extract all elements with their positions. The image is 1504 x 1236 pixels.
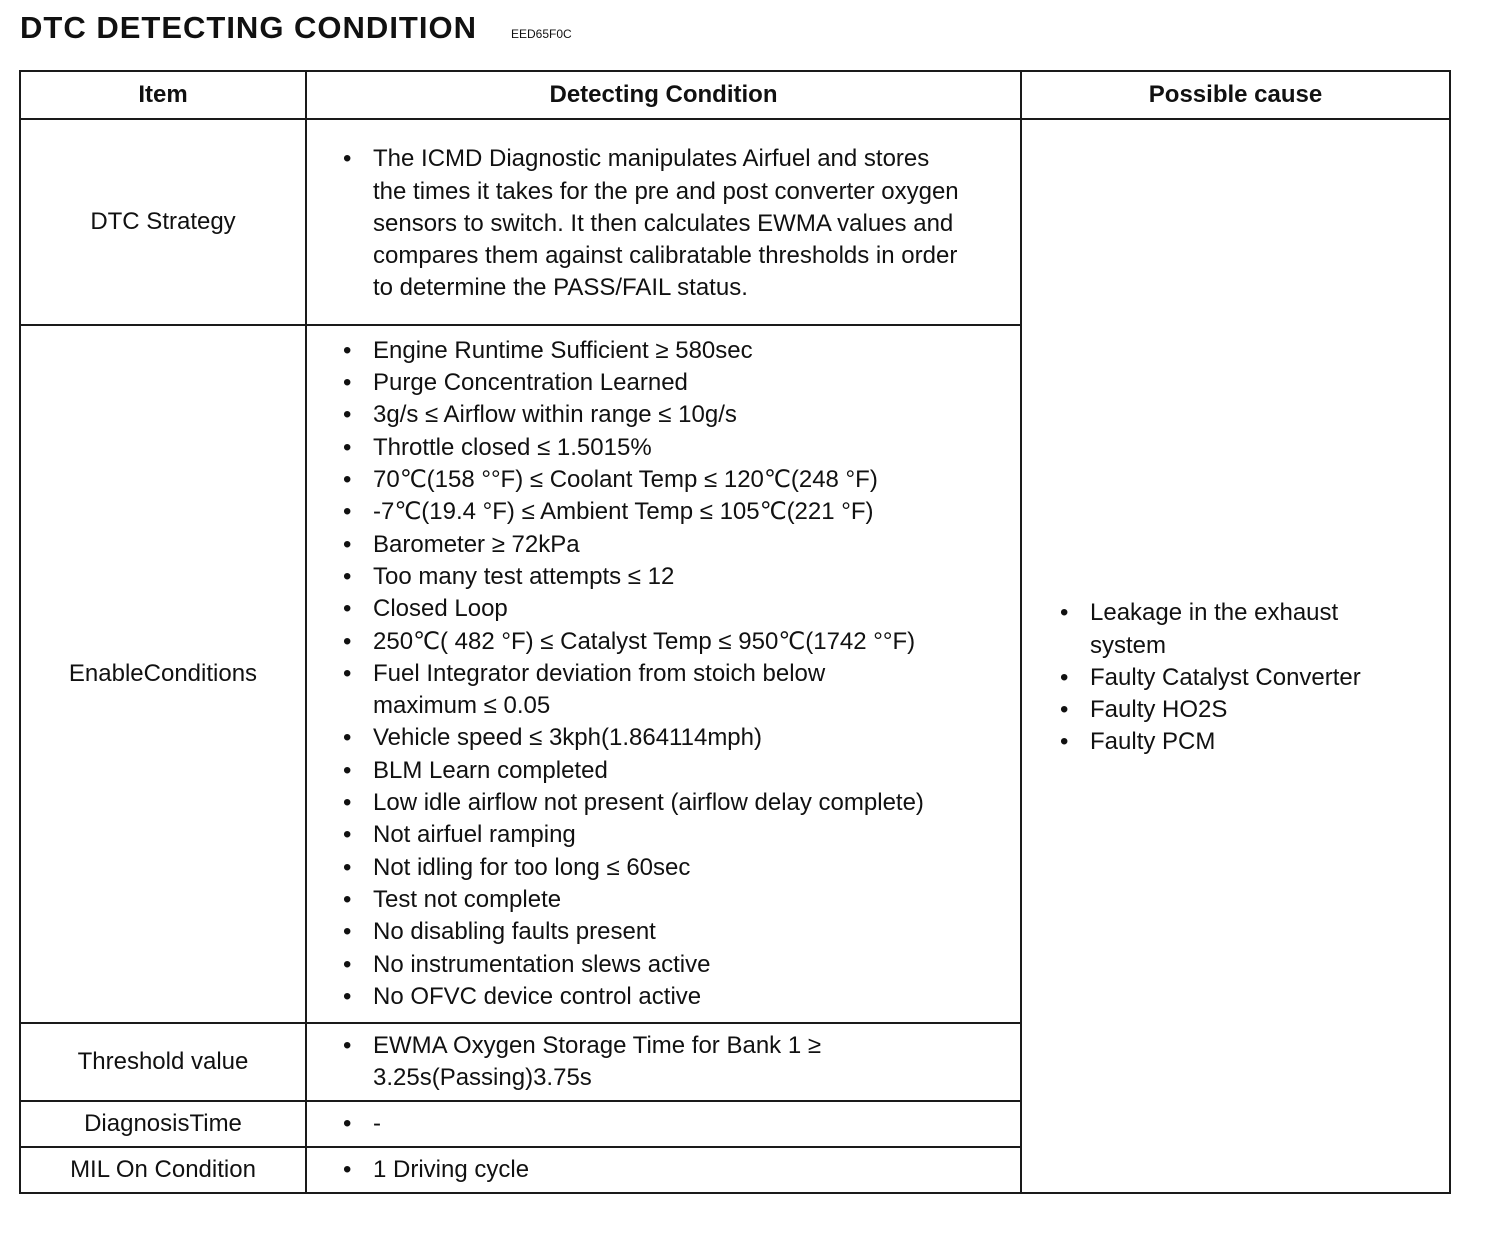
condition-item: • EWMA Oxygen Storage Time for Bank 1 ≥ 3.25s(Passing)3.75s — [343, 1030, 900, 1095]
condition-list — [307, 1108, 1020, 1140]
dtc-table — [19, 70, 1451, 1194]
condition-item: • Not idling for too long ≤ 60sec — [343, 852, 1006, 884]
condition-list — [307, 1154, 1020, 1186]
document-header — [20, 10, 572, 46]
item-cell: DTC Strategy — [20, 119, 306, 325]
condition-item: • Not airfuel ramping — [343, 819, 1006, 851]
condition-cell — [306, 325, 1021, 1023]
table-row-dtc-strategy — [20, 119, 1450, 325]
condition-item: • Fuel Integrator deviation from stoich below maximum ≤ 0.05 — [343, 658, 1006, 723]
condition-list — [307, 1030, 1020, 1095]
table-header-row — [20, 71, 1450, 119]
item-cell: EnableConditions — [20, 325, 306, 1023]
condition-cell — [306, 119, 1021, 325]
condition-item: • 1 Driving cycle — [343, 1154, 1020, 1186]
cause-item: • Faulty HO2S — [1060, 694, 1419, 726]
condition-item: • Barometer ≥ 72kPa — [343, 529, 1006, 561]
condition-list — [307, 139, 1020, 304]
condition-item: • No disabling faults present — [343, 916, 1006, 948]
condition-item: • Test not complete — [343, 884, 1006, 916]
condition-item: • - — [343, 1108, 1020, 1140]
condition-item: • BLM Learn completed — [343, 755, 1006, 787]
condition-item: • Purge Concentration Learned — [343, 367, 1006, 399]
condition-cell — [306, 1023, 1021, 1101]
column-header-possible-cause: Possible cause — [1021, 71, 1450, 119]
item-cell: DiagnosisTime — [20, 1101, 306, 1147]
possible-cause-list — [1022, 593, 1449, 758]
cause-item: • Leakage in the exhaust system — [1060, 597, 1419, 662]
condition-item: • No OFVC device control active — [343, 981, 1006, 1013]
condition-item: • Engine Runtime Sufficient ≥ 580sec — [343, 335, 1006, 367]
item-cell: Threshold value — [20, 1023, 306, 1101]
condition-item: • Throttle closed ≤ 1.5015% — [343, 432, 1006, 464]
condition-item: • 3g/s ≤ Airflow within range ≤ 10g/s — [343, 399, 1006, 431]
column-header-detecting-condition: Detecting Condition — [306, 71, 1021, 119]
condition-item: • 250℃( 482 °F) ≤ Catalyst Temp ≤ 950℃(1742 °°F) — [343, 626, 1006, 658]
column-header-item: Item — [20, 71, 306, 119]
condition-item: • The ICMD Diagnostic manipulates Airfuel and stores the times it takes for the pre and post converter oxygen sensors to switch. It then calculates EWMA values and compares them against calibratable thresholds in order to determine the PASS/FAIL status. — [343, 143, 960, 304]
cause-item: • Faulty Catalyst Converter — [1060, 662, 1419, 694]
condition-item: • Low idle airflow not present (airflow delay complete) — [343, 787, 1006, 819]
page-title: DTC DETECTING CONDITION — [20, 10, 477, 45]
possible-cause-cell — [1021, 119, 1450, 1193]
condition-item: • No instrumentation slews active — [343, 949, 1006, 981]
condition-item: • 70℃(158 °°F) ≤ Coolant Temp ≤ 120℃(248 °F) — [343, 464, 1006, 496]
condition-item: • -7℃(19.4 °F) ≤ Ambient Temp ≤ 105℃(221 °F) — [343, 496, 1006, 528]
document-code: EED65F0C — [511, 27, 572, 41]
condition-item: • Too many test attempts ≤ 12 — [343, 561, 1006, 593]
condition-item: • Closed Loop — [343, 593, 1006, 625]
cause-item: • Faulty PCM — [1060, 726, 1419, 758]
condition-cell — [306, 1101, 1021, 1147]
item-cell: MIL On Condition — [20, 1147, 306, 1193]
condition-cell — [306, 1147, 1021, 1193]
condition-list — [307, 335, 1020, 1013]
condition-item: • Vehicle speed ≤ 3kph(1.864114mph) — [343, 722, 1006, 754]
